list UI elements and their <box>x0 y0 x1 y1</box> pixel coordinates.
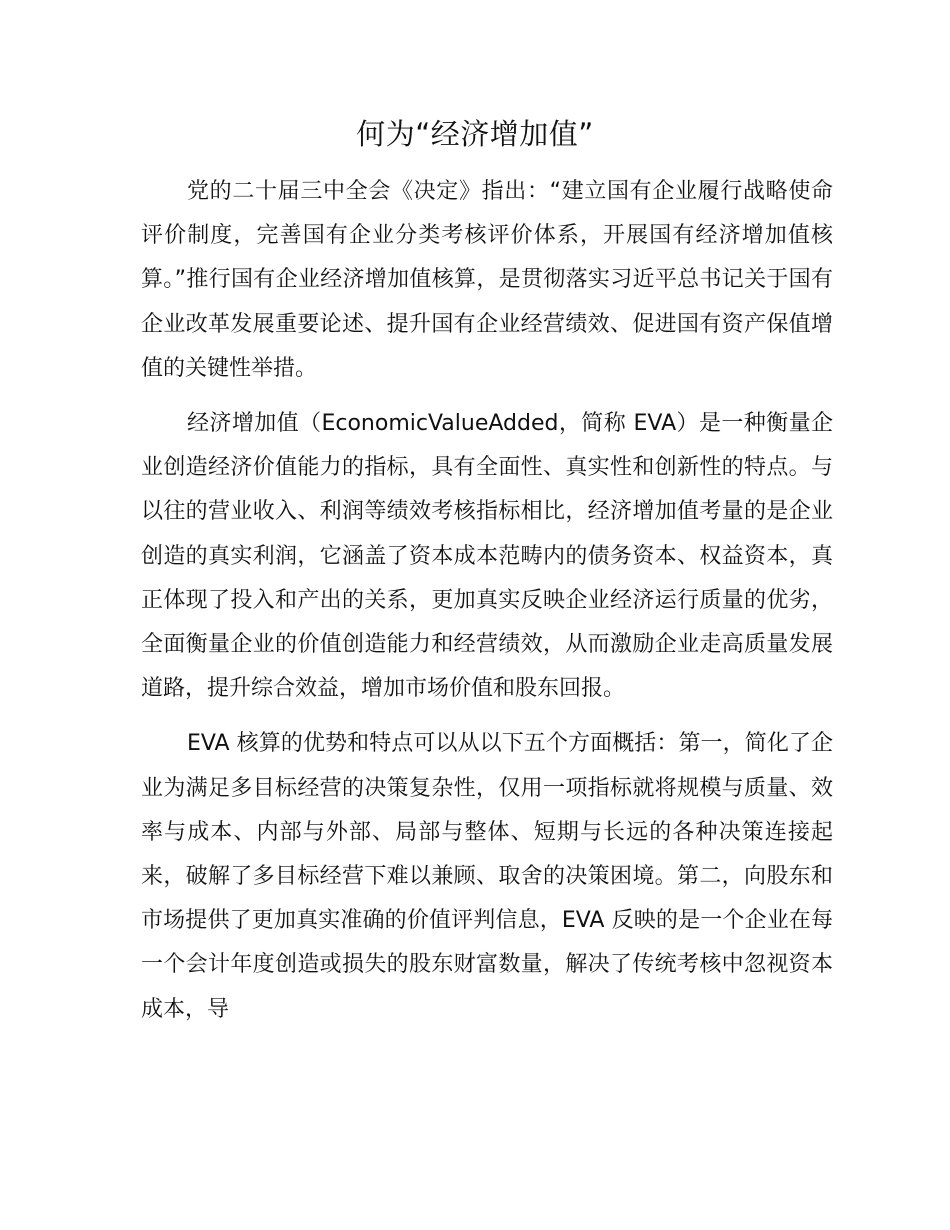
paragraph-2: 经济增加值（EconomicValueAdded，简称 EVA）是一种衡量企业创造经济价值能力的指标，具有全面性、真实性和创新性的特点。与以往的营业收入、利润等绩效考核指标相比，经济增加值考量的是企业创造的真实利润，它涵盖了资本成本范畴内的债务资本、权益资本，真正体现了投入和产出的关系，更加真实反映企业经济运行质量的优劣，全面衡量企业的价值创造能力和经营绩效，从而激励企业走高质量发展道路，提升综合效益，增加市场价值和股东回报。 <box>141 411 833 702</box>
document-body <box>141 170 833 1032</box>
paragraph-3: EVA 核算的优势和特点可以从以下五个方面概括：第一，简化了企业为满足多目标经营的决策复杂性，仅用一项指标就将规模与质量、效率与成本、内部与外部、局部与整体、短期与长远的各种决策连接起来，破解了多目标经营下难以兼顾、取舍的决策困境。第二，向股东和市场提供了更加真实准确的价值评判信息，EVA 反映的是一个企业在每一个会计年度创造或损失的股东财富数量，解决了传统考核中忽视资本成本，导 <box>141 731 833 1022</box>
document-title: 何为“经济增加值” <box>356 117 594 151</box>
paragraph-1: 党的二十届三中全会《决定》指出：“建立国有企业履行战略使命评价制度，完善国有企业分类考核评价体系，开展国有经济增加值核算。”推行国有企业经济增加值核算，是贯彻落实习近平总书记关于国有企业改革发展重要论述、提升国有企业经营绩效、促进国有资产保值增值的关键性举措。 <box>141 179 833 381</box>
